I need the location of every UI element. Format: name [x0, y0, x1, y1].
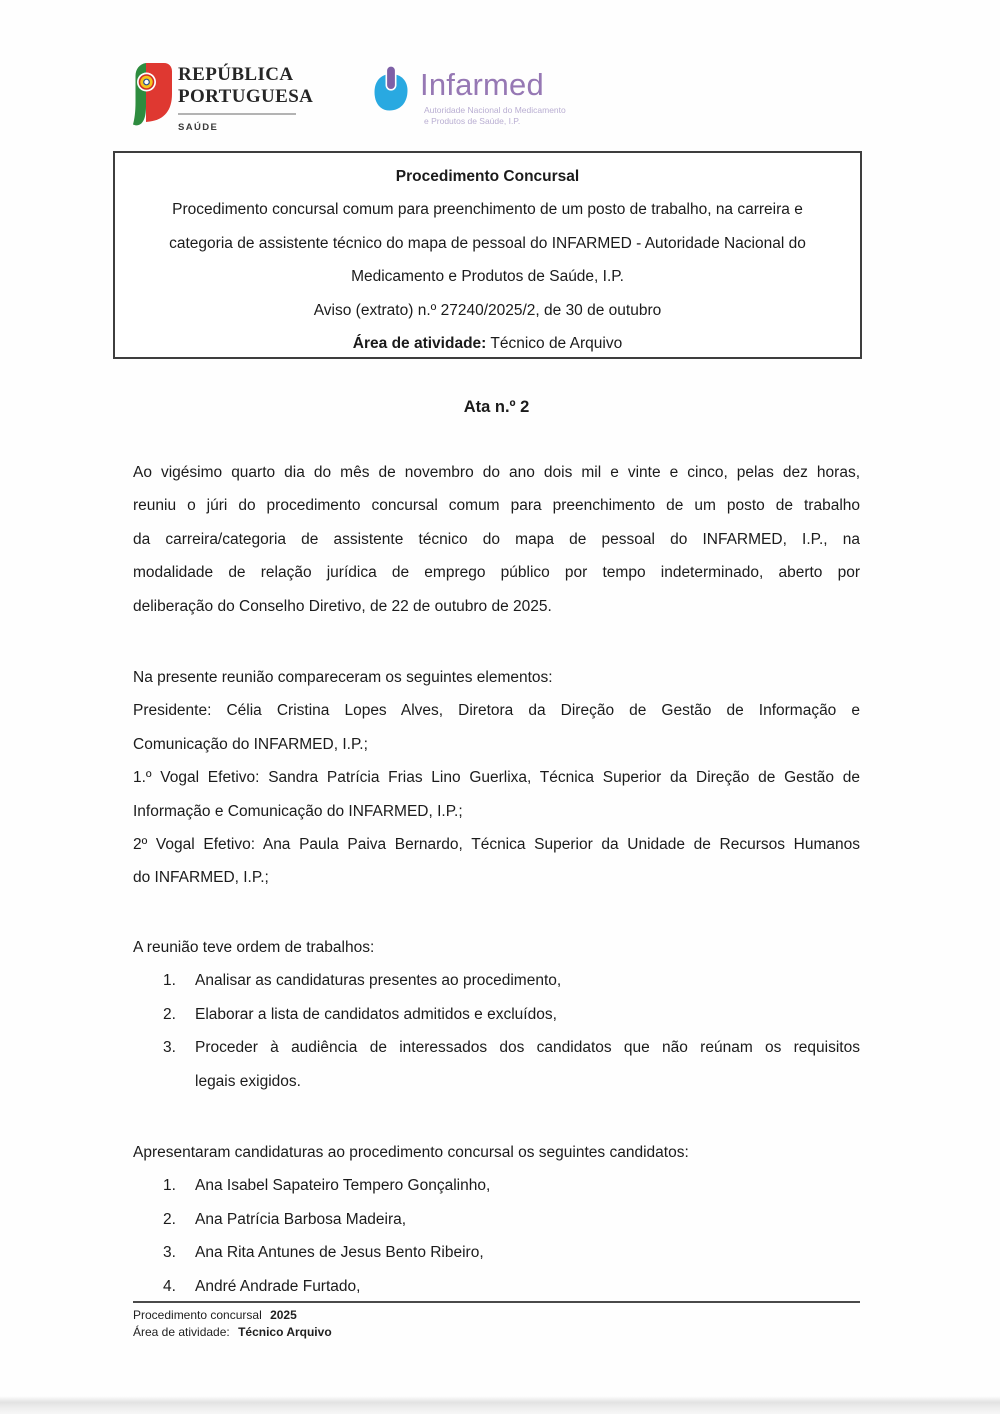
- list-item: [133, 1270, 860, 1303]
- attendees-section: [133, 661, 860, 895]
- candidates-section: [133, 1136, 860, 1303]
- area-value: Técnico de Arquivo: [490, 335, 623, 353]
- body-line: Ao vigésimo quarto dia do mês de novembro do ano dois mil e vinte e cinco, pelas dez horas,: [133, 464, 860, 481]
- candidate-name: Ana Isabel Sapateiro Tempero Gonçalinho,: [195, 1177, 491, 1195]
- body-line: deliberação do Conselho Diretivo, de 22 de outubro de 2025.: [133, 597, 552, 615]
- list-item: [133, 998, 860, 1031]
- list-item-line: Proceder à audiência de interessados dos candidatos que não reúnam os requisitos: [195, 1039, 860, 1057]
- area-label: Área de atividade:: [352, 335, 487, 353]
- infarmed-power-icon: [374, 65, 408, 115]
- attendee-line: 1.º Vogal Efetivo: Sandra Patrícia Frias Lino Guerlixa, Técnica Superior da Direção de Gestão de: [133, 769, 860, 787]
- attendee-line: Informação e Comunicação do INFARMED, I.P.;: [133, 802, 463, 820]
- body-line: da carreira/categoria de assistente técnico do mapa de pessoal do INFARMED, I.P., na: [133, 530, 860, 548]
- attendee-line: Presidente: Célia Cristina Lopes Alves, Diretora da Direção de Gestão de Informação e: [133, 702, 860, 720]
- procedure-box-area-line: [115, 327, 860, 360]
- attendee-line: do INFARMED, I.P.;: [133, 869, 269, 887]
- candidate-name: Ana Rita Antunes de Jesus Bento Ribeiro,: [195, 1244, 484, 1262]
- scan-edge-artifact: [0, 1396, 1000, 1414]
- gov-logo-divider: [178, 113, 296, 115]
- body-line: reuniu o júri do procedimento concursal comum para preenchimento de um posto de trabalho: [133, 497, 860, 515]
- list-number: 1.: [163, 972, 176, 990]
- list-item: [133, 1203, 860, 1236]
- list-item-text: Elaborar a lista de candidatos admitidos e excluídos,: [195, 1005, 557, 1023]
- list-item-line: legais exigidos.: [195, 1072, 301, 1090]
- footer-line2: [133, 1324, 332, 1341]
- gov-logo-department: SAÚDE: [178, 121, 219, 133]
- attendee-line: Comunicação do INFARMED, I.P.;: [133, 735, 368, 753]
- list-number: 1.: [163, 1177, 176, 1195]
- candidate-name: André Andrade Furtado,: [195, 1277, 361, 1295]
- attendee-line: 2º Vogal Efetivo: Ana Paula Paiva Bernardo, Técnica Superior da Unidade de Recursos Humanos: [133, 836, 860, 854]
- infarmed-subtitle-line1: Autoridade Nacional do Medicamento: [424, 105, 566, 115]
- republica-portuguesa-logo: [178, 64, 313, 133]
- candidates-intro: Apresentaram candidaturas ao procedimento concursal os seguintes candidatos:: [133, 1144, 689, 1161]
- gov-logo-line1: REPÚBLICA: [178, 64, 294, 85]
- portugal-flag-icon: [133, 62, 174, 128]
- list-item: [133, 1031, 860, 1098]
- list-number: 3.: [163, 1244, 176, 1262]
- infarmed-subtitle-line2: e Produtos de Saúde, I.P.: [424, 116, 521, 126]
- list-item-text: [195, 1031, 860, 1098]
- footer-line1-text: Procedimento concursal: [133, 1308, 262, 1322]
- list-item: [133, 964, 860, 997]
- gov-logo-line2: PORTUGUESA: [178, 85, 314, 107]
- procedure-title-box: [113, 151, 862, 359]
- list-item: [133, 1169, 860, 1202]
- procedure-box-line: Medicamento e Produtos de Saúde, I.P.: [351, 268, 624, 286]
- list-number: 4.: [163, 1277, 176, 1295]
- attendees-intro: Na presente reunião compareceram os seguintes elementos:: [133, 669, 553, 686]
- page-title: Ata n.º 2: [463, 398, 530, 416]
- procedure-box-line: Procedimento concursal comum para preenchimento de um posto de trabalho, na carreira e: [172, 201, 803, 219]
- procedure-box-line: categoria de assistente técnico do mapa de pessoal do INFARMED - Autoridade Nacional do: [169, 234, 806, 252]
- footer-rule: [133, 1301, 860, 1303]
- list-item-text: Analisar as candidaturas presentes ao procedimento,: [195, 972, 562, 990]
- agenda-intro: A reunião teve ordem de trabalhos:: [133, 939, 375, 956]
- list-item: [133, 1236, 860, 1269]
- opening-paragraph: [133, 456, 860, 623]
- infarmed-wordmark: Infarmed: [420, 67, 544, 102]
- candidate-name: Ana Patrícia Barbosa Madeira,: [195, 1210, 407, 1228]
- footer: [133, 1307, 332, 1341]
- list-number: 2.: [163, 1210, 176, 1228]
- footer-line2-label: Área de atividade:: [133, 1325, 230, 1339]
- procedure-box-title: Procedimento Concursal: [395, 168, 580, 185]
- list-number: 3.: [163, 1039, 176, 1057]
- procedure-box-line: Aviso (extrato) n.º 27240/2025/2, de 30 de outubro: [313, 301, 662, 319]
- agenda-section: [133, 931, 860, 1098]
- list-number: 2.: [163, 1005, 176, 1023]
- footer-line1: [133, 1307, 332, 1324]
- footer-line2-value: Técnico Arquivo: [238, 1325, 332, 1339]
- body-line: modalidade de relação jurídica de emprego público por tempo indeterminado, aberto por: [133, 564, 860, 582]
- footer-line1-year: 2025: [270, 1308, 297, 1322]
